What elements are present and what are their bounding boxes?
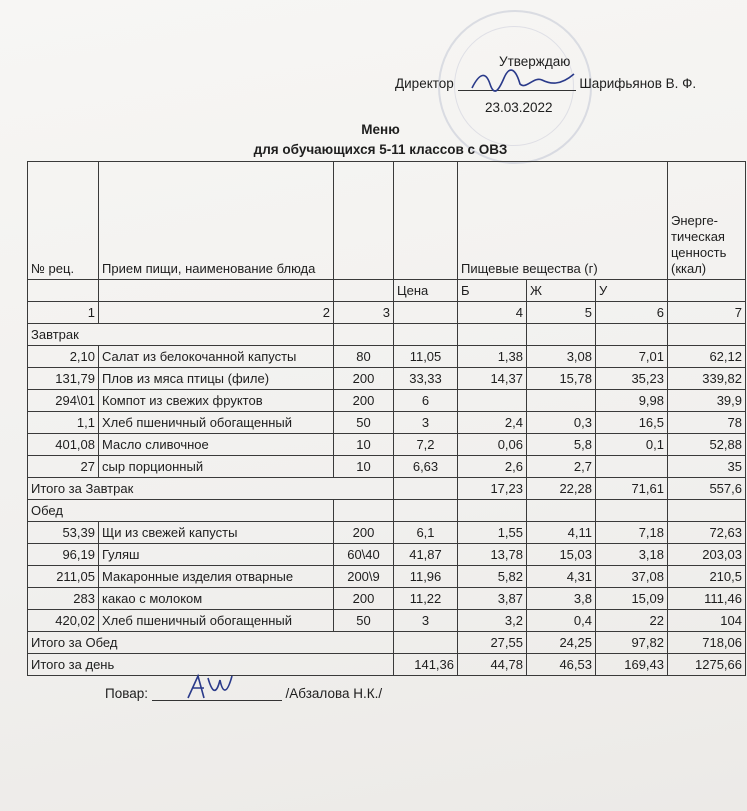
colnum-6: 6 xyxy=(596,302,668,324)
recipe-number: 53,39 xyxy=(28,522,99,544)
dish-fat: 15,78 xyxy=(527,368,596,390)
dish-protein: 5,82 xyxy=(458,566,527,588)
dish-kcal: 203,03 xyxy=(668,544,746,566)
colnum-7: 7 xyxy=(668,302,746,324)
document-title: Меню xyxy=(361,122,400,137)
dish-name: Компот из свежих фруктов xyxy=(99,390,334,412)
dish-fat xyxy=(527,390,596,412)
dish-carbs: 3,18 xyxy=(596,544,668,566)
dish-carbs: 16,5 xyxy=(596,412,668,434)
approve-label: Утверждаю xyxy=(499,54,571,69)
total-carbs: 97,82 xyxy=(596,632,668,654)
dish-name: какао с молоком xyxy=(99,588,334,610)
dish-yield: 10 xyxy=(334,434,394,456)
dish-carbs xyxy=(596,456,668,478)
director-signature-line xyxy=(458,76,576,91)
colnum-1: 1 xyxy=(28,302,99,324)
approval-date: 23.03.2022 xyxy=(485,100,553,115)
dish-protein: 3,87 xyxy=(458,588,527,610)
total-carbs: 71,61 xyxy=(596,478,668,500)
table-row xyxy=(28,346,746,368)
dish-name: Гуляш xyxy=(99,544,334,566)
dish-yield: 200 xyxy=(334,522,394,544)
table-row xyxy=(28,434,746,456)
table-row xyxy=(28,368,746,390)
table-row xyxy=(28,456,746,478)
dish-protein: 13,78 xyxy=(458,544,527,566)
table-row xyxy=(28,544,746,566)
recipe-number: 1,1 xyxy=(28,412,99,434)
director-label: Директор xyxy=(395,76,454,91)
table-row xyxy=(28,588,746,610)
director-signature xyxy=(468,66,578,96)
dish-kcal: 104 xyxy=(668,610,746,632)
total-kcal: 1275,66 xyxy=(668,654,746,676)
dish-price: 6,63 xyxy=(394,456,458,478)
dish-name: Хлеб пшеничный обогащенный xyxy=(99,610,334,632)
total-fat: 22,28 xyxy=(527,478,596,500)
dish-fat: 3,8 xyxy=(527,588,596,610)
dish-kcal: 78 xyxy=(668,412,746,434)
recipe-number: 96,19 xyxy=(28,544,99,566)
dish-fat: 15,03 xyxy=(527,544,596,566)
header-empty xyxy=(394,162,458,280)
dish-kcal: 62,12 xyxy=(668,346,746,368)
total-kcal: 718,06 xyxy=(668,632,746,654)
document-subtitle: для обучающихся 5-11 классов с ОВЗ xyxy=(253,142,508,157)
total-label: Итого за Завтрак xyxy=(28,478,394,500)
dish-name: Хлеб пшеничный обогащенный xyxy=(99,412,334,434)
dish-kcal: 339,82 xyxy=(668,368,746,390)
dish-protein: 14,37 xyxy=(458,368,527,390)
dish-yield: 50 xyxy=(334,610,394,632)
dish-yield: 200\9 xyxy=(334,566,394,588)
total-row xyxy=(28,478,746,500)
dish-price: 7,2 xyxy=(394,434,458,456)
dish-name: Щи из свежей капусты xyxy=(99,522,334,544)
dish-name: Плов из мяса птицы (филе) xyxy=(99,368,334,390)
table-row xyxy=(28,566,746,588)
recipe-number: 27 xyxy=(28,456,99,478)
colnum-4: 4 xyxy=(458,302,527,324)
colnum-5: 5 xyxy=(527,302,596,324)
dish-protein xyxy=(458,390,527,412)
recipe-number: 294\01 xyxy=(28,390,99,412)
total-price xyxy=(394,478,458,500)
total-price xyxy=(394,632,458,654)
dish-carbs: 35,23 xyxy=(596,368,668,390)
total-kcal: 557,6 xyxy=(668,478,746,500)
header-nutrients: Пищевые вещества (г) xyxy=(458,162,668,280)
total-fat: 46,53 xyxy=(527,654,596,676)
recipe-number: 401,08 xyxy=(28,434,99,456)
dish-protein: 3,2 xyxy=(458,610,527,632)
dish-price: 3 xyxy=(394,412,458,434)
total-label: Итого за день xyxy=(28,654,394,676)
dish-kcal: 35 xyxy=(668,456,746,478)
dish-fat: 4,11 xyxy=(527,522,596,544)
table-row xyxy=(28,522,746,544)
total-protein: 27,55 xyxy=(458,632,527,654)
table-subheader-row xyxy=(28,280,746,302)
total-row xyxy=(28,632,746,654)
cook-signature-line xyxy=(152,686,282,701)
dish-name: Салат из белокочанной капусты xyxy=(99,346,334,368)
dish-protein: 0,06 xyxy=(458,434,527,456)
total-row xyxy=(28,654,746,676)
dish-kcal: 52,88 xyxy=(668,434,746,456)
section-title: Завтрак xyxy=(28,324,334,346)
table-row xyxy=(28,412,746,434)
dish-yield: 200 xyxy=(334,588,394,610)
dish-name: Макаронные изделия отварные xyxy=(99,566,334,588)
cook-label: Повар: xyxy=(105,686,148,701)
header-carbs: У xyxy=(596,280,668,302)
dish-fat: 3,08 xyxy=(527,346,596,368)
cook-signature xyxy=(182,672,242,702)
dish-carbs: 7,18 xyxy=(596,522,668,544)
header-protein: Б xyxy=(458,280,527,302)
dish-price: 6,1 xyxy=(394,522,458,544)
total-carbs: 169,43 xyxy=(596,654,668,676)
dish-fat: 0,3 xyxy=(527,412,596,434)
dish-price: 6 xyxy=(394,390,458,412)
dish-kcal: 111,46 xyxy=(668,588,746,610)
table-row xyxy=(28,610,746,632)
dish-yield: 50 xyxy=(334,412,394,434)
dish-carbs: 15,09 xyxy=(596,588,668,610)
dish-price: 3 xyxy=(394,610,458,632)
recipe-number: 211,05 xyxy=(28,566,99,588)
dish-carbs: 0,1 xyxy=(596,434,668,456)
dish-price: 41,87 xyxy=(394,544,458,566)
section-row xyxy=(28,500,746,522)
header-meal-name: Прием пищи, наименование блюда xyxy=(99,162,334,280)
cook-signature-block xyxy=(105,686,382,701)
dish-kcal: 210,5 xyxy=(668,566,746,588)
header-yield xyxy=(334,162,394,280)
table-row xyxy=(28,390,746,412)
total-price: 141,36 xyxy=(394,654,458,676)
header-fat: Ж xyxy=(527,280,596,302)
colnum-3: 3 xyxy=(334,302,394,324)
header-energy: Энерге-тическая ценность (ккал) xyxy=(668,162,746,280)
dish-name: сыр порционный xyxy=(99,456,334,478)
column-number-row xyxy=(28,302,746,324)
dish-fat: 2,7 xyxy=(527,456,596,478)
dish-kcal: 39,9 xyxy=(668,390,746,412)
dish-fat: 5,8 xyxy=(527,434,596,456)
dish-yield: 200 xyxy=(334,368,394,390)
total-protein: 44,78 xyxy=(458,654,527,676)
dish-carbs: 7,01 xyxy=(596,346,668,368)
recipe-number: 131,79 xyxy=(28,368,99,390)
total-fat: 24,25 xyxy=(527,632,596,654)
dish-protein: 2,4 xyxy=(458,412,527,434)
dish-price: 11,96 xyxy=(394,566,458,588)
dish-yield: 60\40 xyxy=(334,544,394,566)
dish-yield: 80 xyxy=(334,346,394,368)
header-rec-number: № рец. xyxy=(28,162,99,280)
section-row xyxy=(28,324,746,346)
total-protein: 17,23 xyxy=(458,478,527,500)
dish-protein: 1,55 xyxy=(458,522,527,544)
recipe-number: 283 xyxy=(28,588,99,610)
dish-yield: 10 xyxy=(334,456,394,478)
dish-price: 11,05 xyxy=(394,346,458,368)
dish-protein: 2,6 xyxy=(458,456,527,478)
section-title: Обед xyxy=(28,500,334,522)
director-name: Шарифьянов В. Ф. xyxy=(579,76,697,91)
dish-price: 11,22 xyxy=(394,588,458,610)
cook-name: /Абзалова Н.К./ xyxy=(285,686,383,701)
dish-name: Масло сливочное xyxy=(99,434,334,456)
dish-carbs: 9,98 xyxy=(596,390,668,412)
table-header-row xyxy=(28,162,746,280)
colnum-2: 2 xyxy=(99,302,334,324)
dish-yield: 200 xyxy=(334,390,394,412)
dish-protein: 1,38 xyxy=(458,346,527,368)
total-label: Итого за Обед xyxy=(28,632,394,654)
recipe-number: 2,10 xyxy=(28,346,99,368)
dish-fat: 4,31 xyxy=(527,566,596,588)
dish-price: 33,33 xyxy=(394,368,458,390)
header-price: Цена xyxy=(394,280,458,302)
dish-carbs: 37,08 xyxy=(596,566,668,588)
dish-carbs: 22 xyxy=(596,610,668,632)
menu-table xyxy=(27,161,746,676)
dish-fat: 0,4 xyxy=(527,610,596,632)
dish-kcal: 72,63 xyxy=(668,522,746,544)
recipe-number: 420,02 xyxy=(28,610,99,632)
